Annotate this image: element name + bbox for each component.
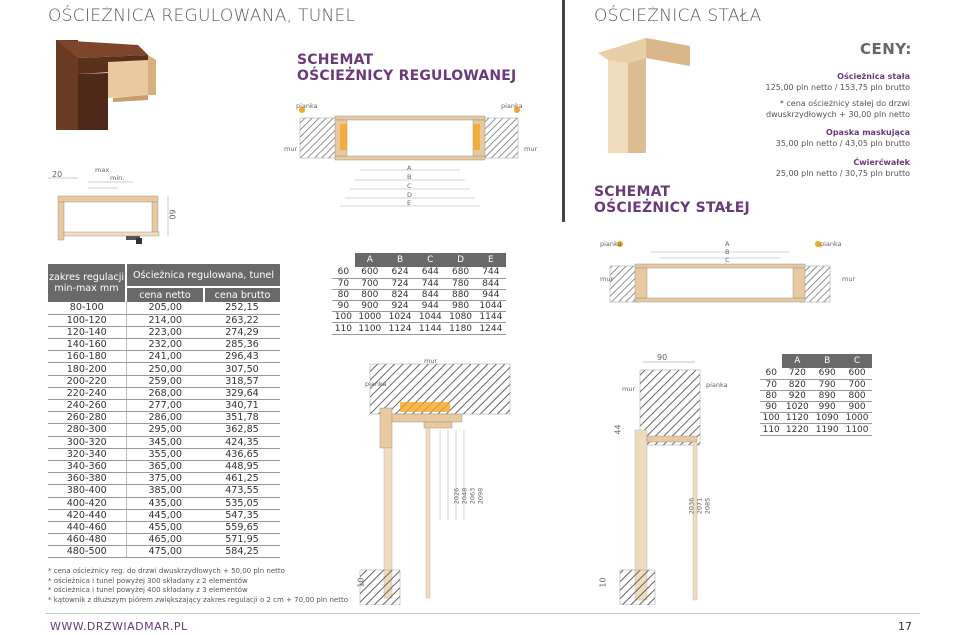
price-netto: 355,00 [126,448,204,460]
price-row [48,436,280,448]
price-row [48,485,280,497]
price-brutto: 296,43 [204,351,280,363]
label-mur-3: mur [424,357,438,365]
price-netto: 455,00 [126,521,204,533]
price-row [48,448,280,460]
price-opaska-label: Opaska maskująca [826,128,910,137]
footnotes [48,567,348,605]
price-range: 160-180 [48,351,126,363]
dim-row [332,289,506,300]
price-netto: 365,00 [126,460,204,472]
prices-title: CENY: [860,40,912,58]
dim-cell: 1000 [842,413,872,424]
dim-cell: 1220 [782,424,812,435]
price-range: 360-380 [48,473,126,485]
dim-cell: 680 [445,267,475,278]
dim-row [332,301,506,312]
dim-cell: 1090 [812,413,842,424]
price-row [48,387,280,399]
price-stala-label: Ościeżnica stała [837,72,910,81]
price-brutto: 473,55 [204,485,280,497]
label-C-2: C [725,256,730,264]
dim-cell: 900 [355,301,385,312]
dim-cell: 80 [760,390,782,401]
dim-row [332,323,506,334]
label-mur-2: mur [524,145,538,153]
dim-44: 44 [613,424,623,435]
price-range: 320-340 [48,448,126,460]
price-netto: 385,00 [126,485,204,497]
dim-table-reg-body [332,267,506,334]
footnote-3: * ościeżnica i tunel powyżej 400 składany z 3 elementów [48,586,248,594]
price-row [48,460,280,472]
price-brutto: 274,29 [204,326,280,338]
price-range: 140-160 [48,339,126,351]
page-number: 17 [898,620,912,633]
dim-min: min. [110,174,125,182]
schemat-stala-title: SCHEMAT OŚCIEŻNICY STAŁEJ [594,184,750,216]
dim-header: B [812,354,842,368]
price-netto: 205,00 [126,302,204,314]
price-brutto: 318,57 [204,375,280,387]
v-dims-reg: 2026 2048 2063 2098 [452,487,485,505]
dim-cell: 1100 [842,424,872,435]
price-brutto: 535,05 [204,497,280,509]
label-A-2: A [725,240,730,248]
dim-cell: 110 [760,424,782,435]
dim-header: B [385,253,415,267]
price-row [48,339,280,351]
prices-block [740,72,910,179]
price-brutto: 329,64 [204,387,280,399]
price-brutto: 307,50 [204,363,280,375]
brand-link[interactable]: WWW.DRZWIADMAR.PL [50,620,188,633]
dim-cell: 70 [760,379,782,390]
label-pianka-2: pianka [501,102,523,110]
label-mur-1: mur [284,145,298,153]
dim-row [760,424,872,435]
label-D: D [407,191,413,199]
price-netto: 268,00 [126,387,204,399]
price-range: 380-400 [48,485,126,497]
dim-cell: 90 [332,301,355,312]
dim-cell: 920 [782,390,812,401]
dim-cell: 1120 [782,413,812,424]
price-range: 240-260 [48,400,126,412]
price-netto: 435,00 [126,497,204,509]
dim-row [332,312,506,323]
price-brutto: 351,78 [204,412,280,424]
price-netto: 445,00 [126,509,204,521]
dim-cell: 100 [332,312,355,323]
dim-row [760,402,872,413]
price-row [48,400,280,412]
dim-cell: 80 [332,289,355,300]
dim-header: A [782,354,812,368]
dim-table-stala-header [760,354,872,368]
dim-cell: 724 [385,278,415,289]
price-table [48,264,280,558]
price-row [48,302,280,314]
price-netto: 214,00 [126,314,204,326]
dim-cell: 780 [445,278,475,289]
label-pianka-6: pianka [706,381,728,389]
dim-cell: 924 [385,301,415,312]
footer-line [45,613,920,614]
dim-cell: 820 [782,379,812,390]
price-netto: 232,00 [126,339,204,351]
price-brutto: 461,25 [204,473,280,485]
dim-cell: 60 [760,368,782,379]
dim-cell: 1044 [415,312,445,323]
price-brutto: 559,65 [204,521,280,533]
dim-cell: 690 [812,368,842,379]
dim-60: 60 [167,209,177,220]
product-image-stala [598,38,693,153]
dim-table-reg-header [332,253,506,267]
schemat-reg-vertical [340,350,550,605]
dim-row [760,368,872,379]
price-range: 480-500 [48,546,126,558]
price-row [48,351,280,363]
price-brutto: 448,95 [204,460,280,472]
dim-10-left: 10 [356,577,366,588]
dim-cell: 1100 [355,323,385,334]
price-range: 260-280 [48,412,126,424]
price-brutto: 571,95 [204,534,280,546]
price-netto: 259,00 [126,375,204,387]
dim-cell: 720 [782,368,812,379]
label-mur-5: mur [842,275,856,283]
price-netto: 295,00 [126,424,204,436]
label-pianka-4: pianka [600,240,622,248]
price-row [48,412,280,424]
v-dims-stala: 2036 2071 2085 [687,497,712,515]
label-pianka-3: pianka [365,380,387,388]
price-range: 120-140 [48,326,126,338]
label-C: C [407,182,412,190]
price-opaska-value: 35,00 pln netto / 43,05 pln brutto [775,138,910,148]
price-range: 460-480 [48,534,126,546]
price-netto: 241,00 [126,351,204,363]
price-row [48,546,280,558]
price-range: 280-300 [48,424,126,436]
price-stala-note: * cena ościeżnicy stałej do drzwi dwuskrzydłowych + 30,00 pln netto [765,99,910,119]
dim-row [760,379,872,390]
price-brutto: 424,35 [204,436,280,448]
price-row [48,534,280,546]
dim-cell: 1020 [782,402,812,413]
dim-20: 20 [52,170,63,179]
dim-header: E [476,253,506,267]
dim-cell: 1180 [445,323,475,334]
dim-cell: 824 [385,289,415,300]
title-regulowana: OŚCIEŻNICA REGULOWANA, TUNEL [48,6,356,26]
dim-cell: 744 [415,278,445,289]
dim-table-stala [760,354,872,436]
price-row [48,497,280,509]
price-row [48,363,280,375]
dim-cell: 624 [385,267,415,278]
dim-header: D [445,253,475,267]
dim-cell: 700 [355,278,385,289]
dim-header: A [355,253,385,267]
dim-cell: 600 [355,267,385,278]
label-mur-6: mur [622,385,636,393]
price-cwiercwalek-value: 25,00 pln netto / 30,75 pln brutto [775,168,910,178]
price-netto: 465,00 [126,534,204,546]
dim-cell: 1190 [812,424,842,435]
price-brutto: 436,65 [204,448,280,460]
dim-cell: 800 [842,390,872,401]
price-netto: 286,00 [126,412,204,424]
dim-cell: 944 [415,301,445,312]
dim-cell: 644 [415,267,445,278]
price-row [48,424,280,436]
price-row [48,375,280,387]
dim-cell: 600 [842,368,872,379]
dim-cell: 70 [332,278,355,289]
label-mur-4: mur [600,275,614,283]
dim-cell: 1044 [476,301,506,312]
dim-cell: 890 [812,390,842,401]
price-brutto: 584,25 [204,546,280,558]
price-range: 220-240 [48,387,126,399]
price-range: 200-220 [48,375,126,387]
label-E: E [407,199,412,207]
dim-cell: 1144 [476,312,506,323]
price-brutto: 252,15 [204,302,280,314]
dim-cell: 900 [842,402,872,413]
dim-cell: 790 [812,379,842,390]
dim-table-stala-body [760,368,872,435]
price-netto: 277,00 [126,400,204,412]
label-pianka-1: pianka [296,102,318,110]
dim-row [332,267,506,278]
price-brutto: 362,85 [204,424,280,436]
price-row [48,473,280,485]
price-row [48,521,280,533]
footnote-1: * cena ościeżnicy reg. do drzwi dwuskrzydłowych + 50,00 pln netto [48,567,285,575]
price-netto: 345,00 [126,436,204,448]
label-A: A [407,164,412,172]
price-brutto: 263,22 [204,314,280,326]
dim-cell: 1144 [415,323,445,334]
dim-cell: 744 [476,267,506,278]
price-range: 100-120 [48,314,126,326]
dim-row [760,390,872,401]
dim-row [760,413,872,424]
schemat-reg-title: SCHEMAT OŚCIEŻNICY REGULOWANEJ [297,52,517,84]
dim-cell: 1080 [445,312,475,323]
price-row [48,314,280,326]
dim-10-right: 10 [598,577,608,588]
price-brutto: 340,71 [204,400,280,412]
price-table-body [48,302,280,558]
dim-row [332,278,506,289]
label-B-2: B [725,248,730,256]
price-row [48,326,280,338]
footnote-4: * kątownik z dłuższym piórem zwiększający zakres regulacji o 2 cm + 70,00 pln netto [48,595,348,604]
price-brutto: 285,36 [204,339,280,351]
label-pianka-5: pianka [820,240,842,248]
dim-cell: 60 [332,267,355,278]
dim-cell: 1000 [355,312,385,323]
price-range: 340-360 [48,460,126,472]
product-image-regulowana [48,40,156,130]
price-netto: 475,00 [126,546,204,558]
dim-cell: 100 [760,413,782,424]
dim-cell: 800 [355,289,385,300]
price-row [48,509,280,521]
vertical-divider [562,0,565,222]
dim-max: max [95,166,110,174]
price-range: 420-440 [48,509,126,521]
label-B: B [407,173,412,181]
price-netto: 375,00 [126,473,204,485]
dim-cell: 944 [476,289,506,300]
dim-cell: 1024 [385,312,415,323]
footnote-2: * ościeżnica i tunel powyżej 300 składany z 2 elementów [48,576,248,585]
dim-cell: 1244 [476,323,506,334]
price-netto: 223,00 [126,326,204,338]
dim-cell: 90 [760,402,782,413]
col-netto-header: cena netto [126,287,204,302]
dim-cell: 110 [332,323,355,334]
dim-header: C [842,354,872,368]
price-range: 180-200 [48,363,126,375]
price-range: 80-100 [48,302,126,314]
price-brutto: 547,35 [204,509,280,521]
dim-cell: 844 [415,289,445,300]
dim-cell: 844 [476,278,506,289]
col-group-header: Ościeżnica regulowana, tunel [126,264,280,287]
dim-cell: 880 [445,289,475,300]
price-range: 440-460 [48,521,126,533]
dim-90: 90 [657,353,668,362]
dim-cell: 980 [445,301,475,312]
dim-cell: 1124 [385,323,415,334]
col-zakres-header: zakres regulacji min-max mm [48,264,126,302]
price-cwiercwalek-label: Ćwierćwałek [853,158,910,167]
price-stala-value: 125,00 pln netto / 153,75 pln brutto [765,82,910,92]
price-netto: 250,00 [126,363,204,375]
dim-table-reg [332,253,506,335]
price-range: 400-420 [48,497,126,509]
col-brutto-header: cena brutto [204,287,280,302]
dim-cell: 990 [812,402,842,413]
dim-cell: 700 [842,379,872,390]
dim-header: C [415,253,445,267]
price-range: 300-320 [48,436,126,448]
title-stala: OŚCIEŻNICA STAŁA [594,6,762,26]
